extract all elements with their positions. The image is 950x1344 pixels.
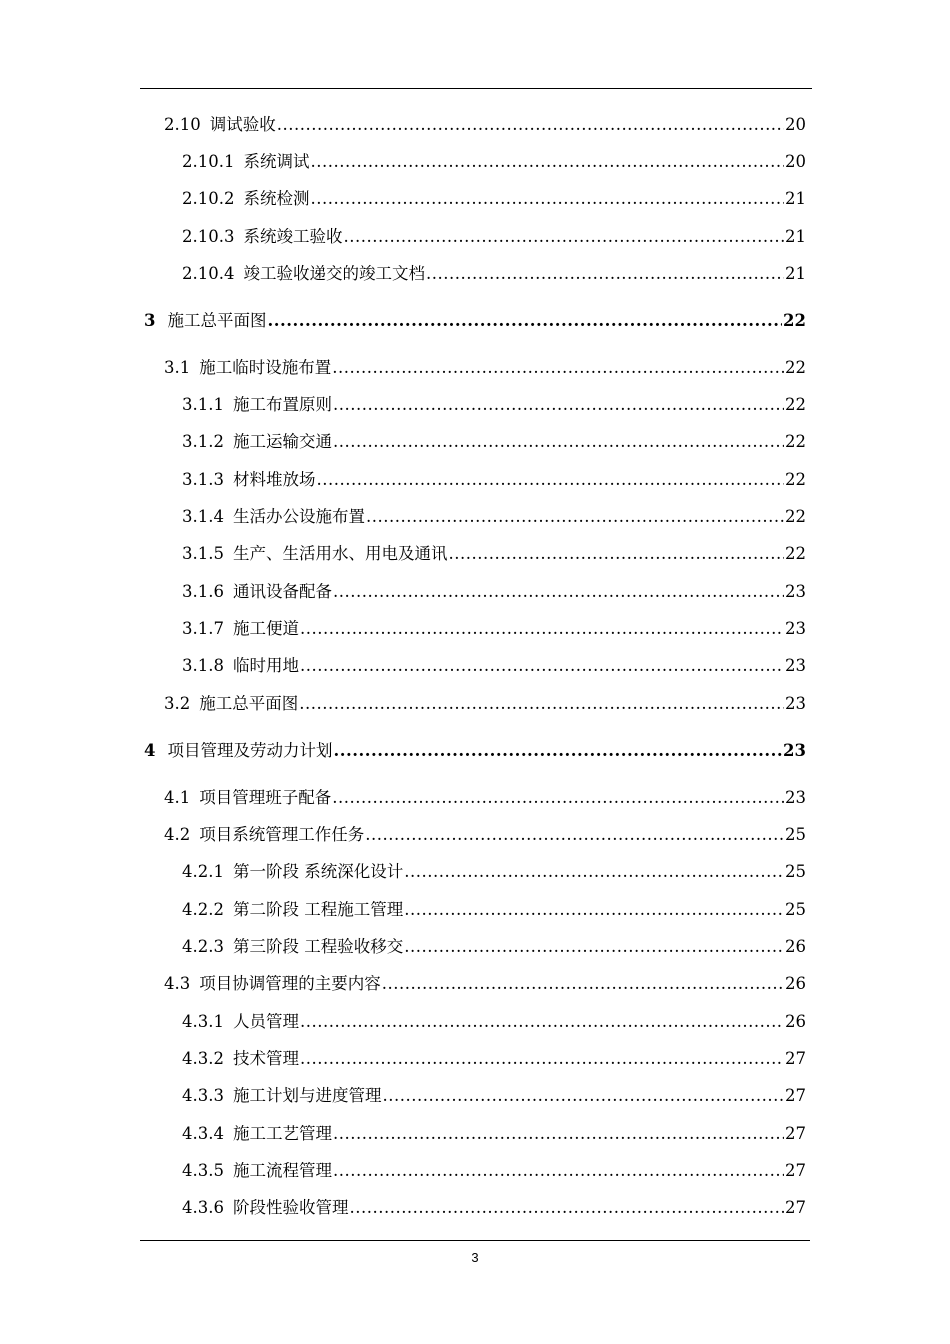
page-number: 3 bbox=[471, 1250, 479, 1265]
toc-entry-page: 22 bbox=[785, 544, 806, 563]
toc-entry-number: 3.1.5 bbox=[182, 544, 224, 563]
toc-dot-leader bbox=[310, 150, 784, 174]
toc-entry-number: 2.10.2 bbox=[182, 189, 235, 208]
toc-entry-title: 竣工验收递交的竣工文档 bbox=[243, 264, 425, 283]
toc-entry-title: 施工临时设施布置 bbox=[199, 358, 332, 377]
toc-entry-number: 3.1 bbox=[164, 358, 191, 377]
toc-entry[interactable] bbox=[182, 617, 806, 641]
toc-dot-leader bbox=[332, 786, 784, 810]
toc-dot-leader bbox=[333, 1122, 784, 1146]
toc-entry-number: 3.1.4 bbox=[182, 507, 224, 526]
toc-entry-title: 生产、生活用水、用电及通讯 bbox=[232, 544, 448, 563]
toc-entry[interactable] bbox=[144, 309, 806, 333]
toc-entry[interactable] bbox=[164, 692, 806, 716]
toc-dot-leader bbox=[365, 823, 784, 847]
toc-dot-leader bbox=[404, 898, 784, 922]
toc-entry-number: 4.3.5 bbox=[182, 1161, 224, 1180]
toc-entry-number: 2.10.3 bbox=[182, 227, 235, 246]
toc-entry[interactable] bbox=[182, 468, 806, 492]
toc-entry[interactable] bbox=[182, 393, 806, 417]
toc-entry-title: 项目系统管理工作任务 bbox=[199, 825, 365, 844]
toc-entry[interactable] bbox=[182, 580, 806, 604]
toc-dot-leader bbox=[300, 617, 784, 641]
toc-entry-title: 临时用地 bbox=[232, 656, 299, 675]
toc-entry-number: 4.3.3 bbox=[182, 1086, 224, 1105]
toc-entry-title: 第一阶段 系统深化设计 bbox=[232, 862, 404, 881]
toc-entry-page: 27 bbox=[785, 1198, 806, 1217]
toc-entry[interactable] bbox=[182, 1196, 806, 1220]
toc-entry-title: 施工流程管理 bbox=[232, 1161, 332, 1180]
toc-entry-page: 22 bbox=[785, 395, 806, 414]
toc-entry[interactable] bbox=[182, 505, 806, 529]
toc-entry-number: 3 bbox=[144, 311, 156, 330]
toc-entry-number: 3.1.1 bbox=[182, 395, 224, 414]
toc-entry[interactable] bbox=[164, 786, 806, 810]
toc-dot-leader bbox=[267, 309, 782, 333]
toc-dot-leader bbox=[382, 1084, 784, 1108]
toc-entry-title: 项目协调管理的主要内容 bbox=[199, 974, 381, 993]
toc-entry-page: 26 bbox=[785, 1012, 806, 1031]
toc-dot-leader bbox=[404, 860, 784, 884]
toc-entry-title: 施工计划与进度管理 bbox=[232, 1086, 382, 1105]
toc-entry-number: 4.2.2 bbox=[182, 900, 224, 919]
toc-entry[interactable] bbox=[182, 1122, 806, 1146]
toc-entry-number: 4.1 bbox=[164, 788, 191, 807]
toc-entry-page: 22 bbox=[785, 432, 806, 451]
toc-dot-leader bbox=[277, 113, 784, 137]
toc-dot-leader bbox=[316, 468, 784, 492]
toc-entry[interactable] bbox=[182, 1047, 806, 1071]
toc-entry[interactable] bbox=[182, 860, 806, 884]
toc-entry-number: 4 bbox=[144, 741, 156, 760]
toc-entry-title: 施工总平面图 bbox=[167, 311, 267, 330]
toc-entry-title: 阶段性验收管理 bbox=[232, 1198, 349, 1217]
toc-entry-number: 4.3.2 bbox=[182, 1049, 224, 1068]
toc-entry-number: 4.3.6 bbox=[182, 1198, 224, 1217]
toc-entry-title: 通讯设备配备 bbox=[232, 582, 332, 601]
toc-entry-page: 22 bbox=[785, 358, 806, 377]
toc-entry-page: 25 bbox=[785, 862, 806, 881]
footer-rule bbox=[140, 1240, 810, 1241]
toc-entry-number: 4.3.4 bbox=[182, 1124, 224, 1143]
toc-entry-page: 25 bbox=[785, 825, 806, 844]
toc-entry[interactable] bbox=[182, 187, 806, 211]
toc-entry-number: 2.10.1 bbox=[182, 152, 235, 171]
toc-entry-page: 23 bbox=[785, 656, 806, 675]
toc-dot-leader bbox=[299, 692, 784, 716]
toc-entry-title: 系统调试 bbox=[243, 152, 310, 171]
toc-entry-page: 23 bbox=[785, 788, 806, 807]
toc-entry-page: 22 bbox=[785, 470, 806, 489]
toc-dot-leader bbox=[300, 1047, 784, 1071]
toc-dot-leader bbox=[332, 356, 784, 380]
toc-entry[interactable] bbox=[182, 935, 806, 959]
toc-entry-page: 22 bbox=[785, 507, 806, 526]
toc-entry-title: 人员管理 bbox=[232, 1012, 299, 1031]
toc-dot-leader bbox=[333, 739, 782, 763]
toc-entry-page: 23 bbox=[783, 741, 806, 760]
toc-entry-page: 27 bbox=[785, 1161, 806, 1180]
header-rule bbox=[140, 88, 812, 89]
toc-entry-page: 26 bbox=[785, 974, 806, 993]
toc-entry-number: 2.10 bbox=[164, 115, 201, 134]
toc-entry-page: 27 bbox=[785, 1086, 806, 1105]
toc-dot-leader bbox=[333, 393, 784, 417]
toc-dot-leader bbox=[310, 187, 784, 211]
toc-entry-title: 第二阶段 工程施工管理 bbox=[232, 900, 404, 919]
toc-entry-title: 施工运输交通 bbox=[232, 432, 332, 451]
toc-entry-title: 材料堆放场 bbox=[232, 470, 316, 489]
toc-entry-page: 23 bbox=[785, 694, 806, 713]
toc-entry-page: 22 bbox=[783, 311, 806, 330]
toc-entry-number: 3.1.6 bbox=[182, 582, 224, 601]
toc-entry-title: 项目管理班子配备 bbox=[199, 788, 332, 807]
toc-entry-title: 施工布置原则 bbox=[232, 395, 332, 414]
toc-entry-page: 20 bbox=[785, 115, 806, 134]
toc-dot-leader bbox=[343, 225, 784, 249]
toc-entry-title: 系统竣工验收 bbox=[243, 227, 343, 246]
toc-entry-title: 施工便道 bbox=[232, 619, 299, 638]
toc-dot-leader bbox=[404, 935, 784, 959]
toc-dot-leader bbox=[300, 654, 784, 678]
toc-entry-number: 4.3 bbox=[164, 974, 191, 993]
toc-entry-title: 技术管理 bbox=[232, 1049, 299, 1068]
toc-dot-leader bbox=[349, 1196, 784, 1220]
toc-dot-leader bbox=[426, 262, 784, 286]
toc-entry-page: 21 bbox=[785, 264, 806, 283]
toc-entry[interactable] bbox=[182, 150, 806, 174]
toc-entry-number: 3.2 bbox=[164, 694, 191, 713]
toc-entry-title: 施工工艺管理 bbox=[232, 1124, 332, 1143]
toc-entry-page: 20 bbox=[785, 152, 806, 171]
toc-entry-title: 生活办公设施布置 bbox=[232, 507, 365, 526]
toc-entry-number: 4.3.1 bbox=[182, 1012, 224, 1031]
toc-entry-number: 3.1.7 bbox=[182, 619, 224, 638]
toc-dot-leader bbox=[333, 580, 784, 604]
toc-entry[interactable] bbox=[182, 1159, 806, 1183]
toc-dot-leader bbox=[382, 972, 784, 996]
toc-entry[interactable] bbox=[182, 654, 806, 678]
toc-entry[interactable] bbox=[164, 113, 806, 137]
toc-entry[interactable] bbox=[182, 430, 806, 454]
toc-entry[interactable] bbox=[182, 1010, 806, 1034]
toc-entry-number: 4.2.3 bbox=[182, 937, 224, 956]
toc-entry-page: 23 bbox=[785, 582, 806, 601]
toc-entry[interactable] bbox=[164, 972, 806, 996]
toc-dot-leader bbox=[333, 430, 784, 454]
toc-entry[interactable] bbox=[182, 1084, 806, 1108]
toc-entry[interactable] bbox=[164, 356, 806, 380]
toc-entry[interactable] bbox=[144, 739, 806, 763]
toc-entry-page: 27 bbox=[785, 1124, 806, 1143]
toc-entry-number: 4.2 bbox=[164, 825, 191, 844]
toc-entry-title: 第三阶段 工程验收移交 bbox=[232, 937, 404, 956]
toc-entry-page: 23 bbox=[785, 619, 806, 638]
toc-entry-page: 27 bbox=[785, 1049, 806, 1068]
toc-dot-leader bbox=[300, 1010, 784, 1034]
toc-entry-title: 施工总平面图 bbox=[199, 694, 299, 713]
toc-entry-page: 25 bbox=[785, 900, 806, 919]
toc-entry-title: 项目管理及劳动力计划 bbox=[167, 741, 333, 760]
toc-entry-page: 21 bbox=[785, 227, 806, 246]
toc-entry-number: 3.1.2 bbox=[182, 432, 224, 451]
toc-entry-number: 4.2.1 bbox=[182, 862, 224, 881]
toc-dot-leader bbox=[366, 505, 784, 529]
toc-entry-number: 2.10.4 bbox=[182, 264, 235, 283]
toc-entry-number: 3.1.3 bbox=[182, 470, 224, 489]
toc-entry-page: 26 bbox=[785, 937, 806, 956]
toc-dot-leader bbox=[333, 1159, 784, 1183]
toc-entry[interactable] bbox=[182, 542, 806, 566]
toc-entry-title: 调试验收 bbox=[209, 115, 276, 134]
toc-entry[interactable] bbox=[182, 262, 806, 286]
toc-entry-number: 3.1.8 bbox=[182, 656, 224, 675]
toc-entry-page: 21 bbox=[785, 189, 806, 208]
toc-dot-leader bbox=[448, 542, 784, 566]
toc-entry-title: 系统检测 bbox=[243, 189, 310, 208]
toc-entry[interactable] bbox=[182, 898, 806, 922]
toc-entry[interactable] bbox=[164, 823, 806, 847]
toc-entry[interactable] bbox=[182, 225, 806, 249]
